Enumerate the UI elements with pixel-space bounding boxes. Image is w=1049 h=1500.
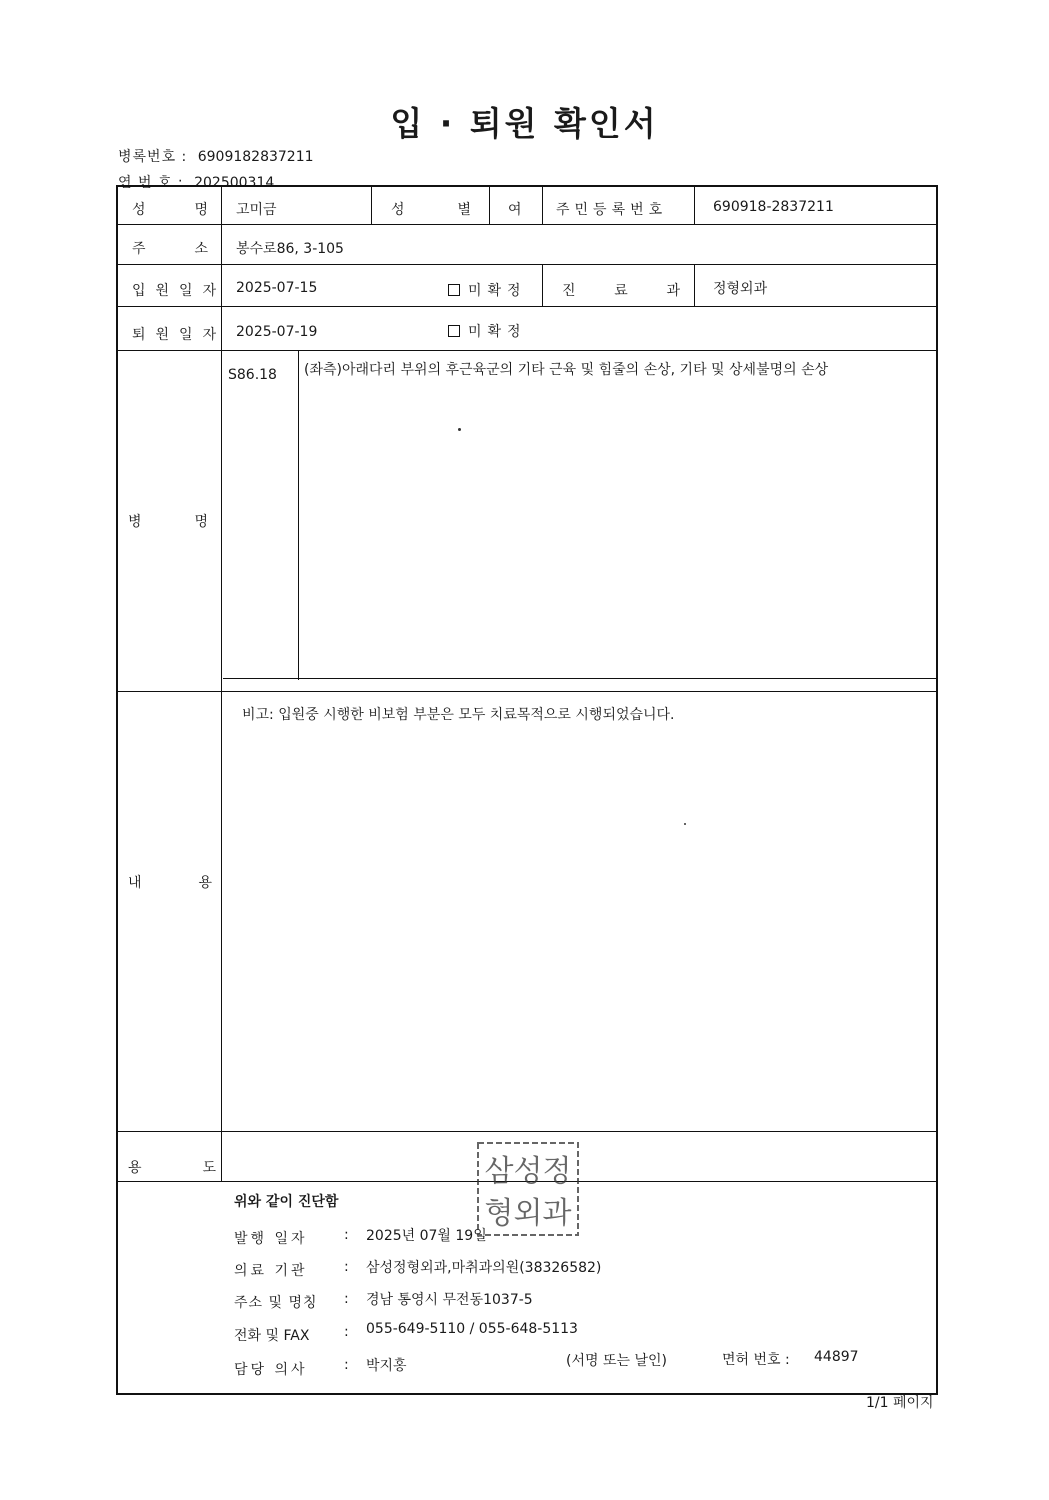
serial-number-value: 202500314 <box>194 175 275 191</box>
purpose-label-char-2: 도 <box>202 1160 216 1176</box>
stamp-text-line-1: 삼성정 <box>484 1154 572 1189</box>
content-label <box>128 872 212 892</box>
chart-number-row <box>118 146 314 166</box>
address-label <box>132 238 208 258</box>
admission-undetermined-checkbox[interactable] <box>448 284 460 296</box>
doctor-label: 담당 의사 <box>234 1362 308 1378</box>
serial-number-label: 연 번 호 : <box>118 175 184 191</box>
patient-address: 봉수로86, 3-105 <box>236 241 344 257</box>
colon: : <box>344 1357 349 1373</box>
diagnosis-code: S86.18 <box>228 367 277 383</box>
signature-hint: (서명 또는 날인) <box>566 1353 667 1369</box>
institution-address: 경남 통영시 무전동1037-5 <box>366 1292 533 1308</box>
phone-fax-label: 전화 및 FAX <box>234 1328 310 1344</box>
diagnosis-label-char-2: 명 <box>194 514 208 530</box>
discharge-undetermined-checkbox[interactable] <box>448 325 460 337</box>
purpose-label <box>128 1157 216 1177</box>
statement: 위와 같이 진단함 <box>234 1194 339 1210</box>
admission-undetermined <box>448 280 527 300</box>
institution-seal-stamp <box>474 1137 582 1241</box>
department-label-char-2: 료 <box>614 283 628 299</box>
colon: : <box>344 1324 349 1340</box>
phone-fax: 055-649-5110 / 055-648-5113 <box>366 1321 578 1337</box>
chart-number-label: 병록번호 : <box>118 149 188 165</box>
diagnosis-label <box>128 511 208 531</box>
patient-rrn: 690918-2837211 <box>713 199 834 215</box>
patient-sex: 여 <box>508 202 522 218</box>
department-label <box>562 280 680 300</box>
department-label-char-3: 과 <box>666 283 680 299</box>
diagnosis-name: (좌측)아래다리 부위의 후근육군의 기타 근육 및 힘줄의 손상, 기타 및 상세불명의 손상 <box>304 362 829 378</box>
discharge-date: 2025-07-19 <box>236 324 318 340</box>
doctor-name: 박지홍 <box>366 1358 407 1374</box>
name-label-char-2: 명 <box>194 202 208 218</box>
content-label-char-2: 용 <box>198 875 212 891</box>
scan-speck <box>458 428 461 431</box>
scan-speck <box>684 823 686 825</box>
issue-date-label: 발행 일자 <box>234 1231 308 1247</box>
discharge-undetermined-label: 미확정 <box>468 324 527 340</box>
content-label-char-1: 내 <box>128 875 142 891</box>
chart-number-value: 6909182837211 <box>197 149 314 165</box>
institution: 삼성정형외과,마취과의원(38326582) <box>366 1260 602 1276</box>
diagnosis-label-char-1: 병 <box>128 514 142 530</box>
sex-label-char-2: 별 <box>457 202 471 218</box>
discharge-date-label: 퇴원일자 <box>132 327 227 343</box>
colon: : <box>344 1227 349 1243</box>
name-label <box>132 199 208 219</box>
admission-date-label: 입원일자 <box>132 283 227 299</box>
content-note: 비고: 입원중 시행한 비보험 부분은 모두 치료목적으로 시행되었습니다. <box>242 707 675 723</box>
colon: : <box>344 1291 349 1307</box>
license-label: 면허 번호 : <box>722 1352 790 1368</box>
institution-label: 의료 기관 <box>234 1263 308 1279</box>
address-label-char-2: 소 <box>194 241 208 257</box>
discharge-undetermined <box>448 321 527 341</box>
address-label-char-1: 주 <box>132 241 146 257</box>
department-label-char-1: 진 <box>562 283 576 299</box>
sex-label <box>391 199 471 219</box>
admission-undetermined-label: 미확정 <box>468 283 527 299</box>
issue-date: 2025년 07월 19일 <box>366 1228 487 1244</box>
license-number: 44897 <box>814 1349 859 1365</box>
page-number: 1/1 페이지 <box>866 1395 934 1411</box>
address-name-label: 주소 및 명칭 <box>234 1295 318 1311</box>
document-title: 입 · 퇴원 확인서 <box>390 104 659 143</box>
name-label-char-1: 성 <box>132 202 146 218</box>
purpose-label-char-1: 용 <box>128 1160 142 1176</box>
stamp-text-line-2: 형외과 <box>484 1196 572 1231</box>
sex-label-char-1: 성 <box>391 202 405 218</box>
rrn-label: 주민등록번호 <box>556 202 668 218</box>
department: 정형외과 <box>713 281 768 297</box>
colon: : <box>344 1259 349 1275</box>
admission-date: 2025-07-15 <box>236 280 318 296</box>
patient-name: 고미금 <box>236 202 277 218</box>
